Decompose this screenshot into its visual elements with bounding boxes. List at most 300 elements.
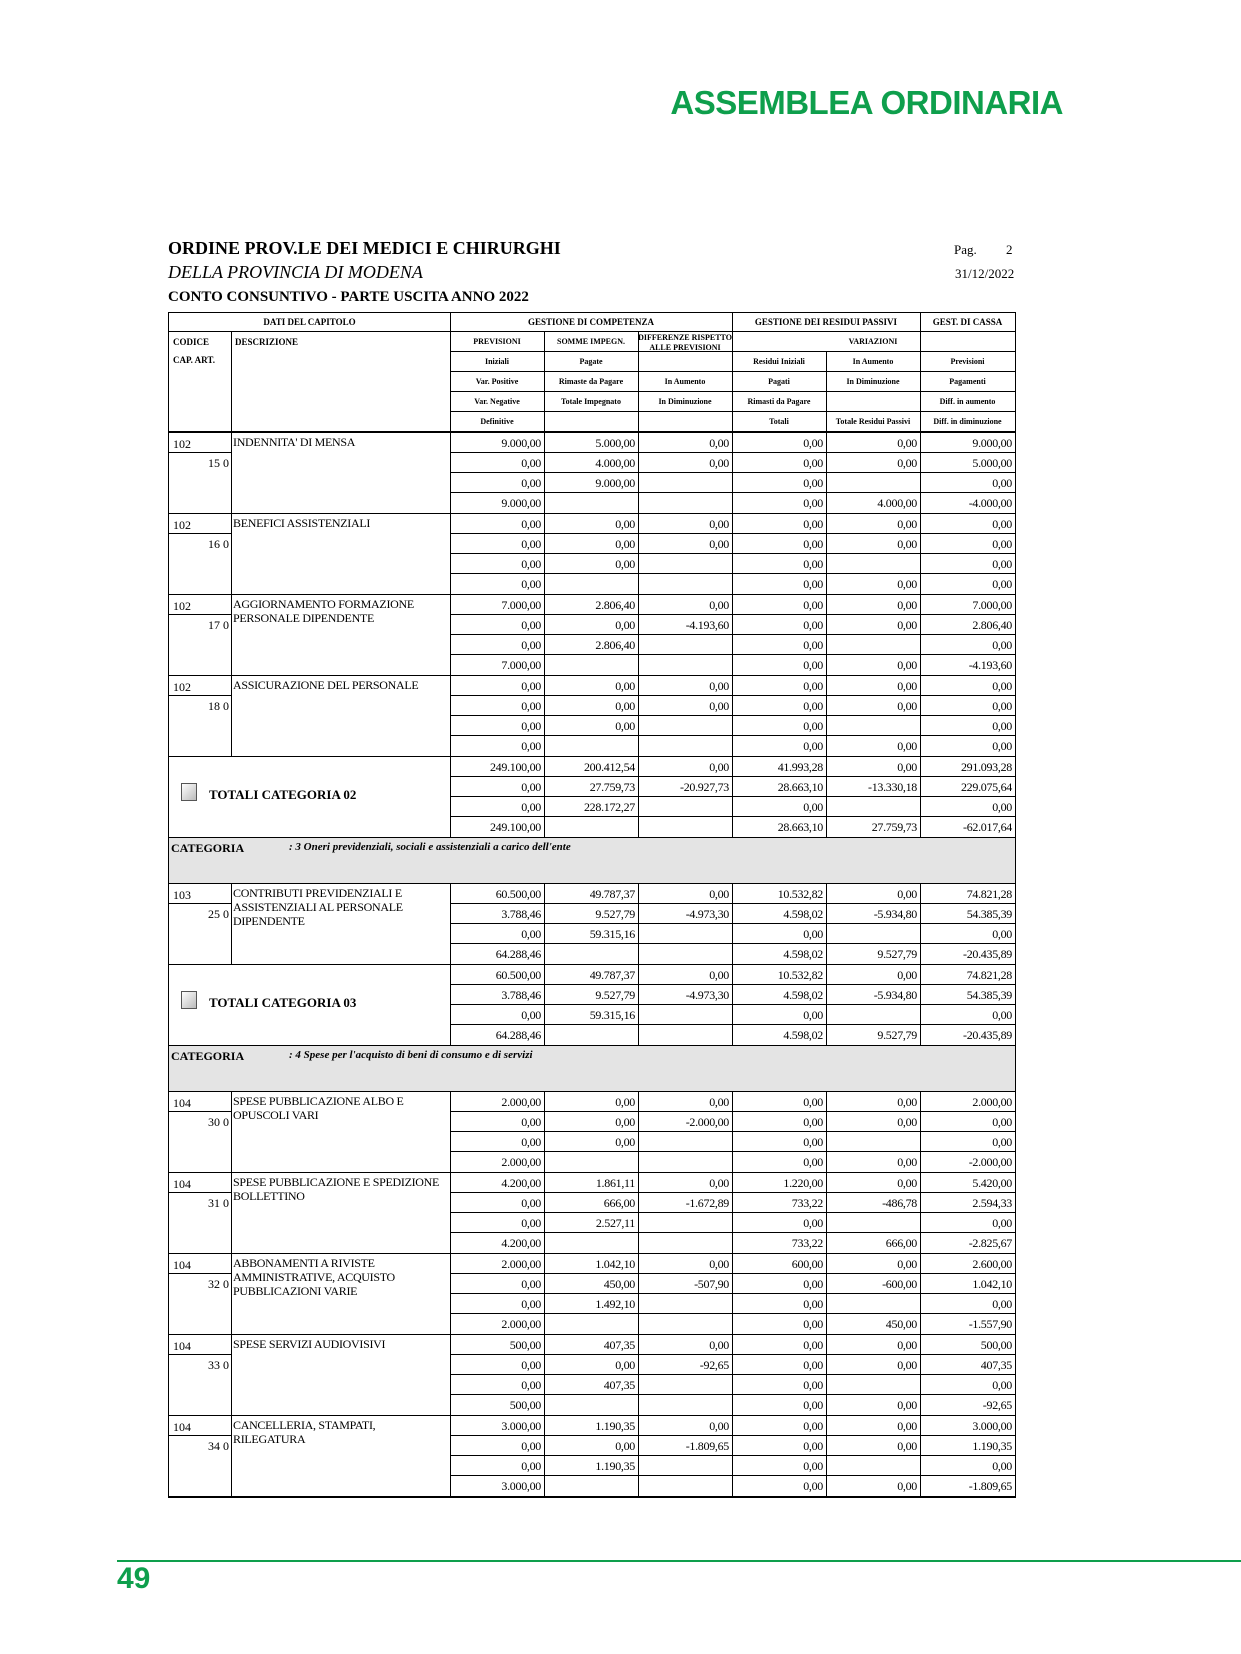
article-code: 34 0 (208, 1439, 229, 1453)
amount-cell: 9.000,00 (972, 436, 1012, 450)
amount-cell: 0,00 (709, 679, 729, 693)
amount-cell: 4.000,00 (595, 456, 635, 470)
ledger-table (168, 312, 1016, 1498)
amount-cell: 0,00 (897, 739, 917, 753)
header-subcell: Residui Iniziali (753, 357, 805, 366)
amount-cell: 0,00 (992, 739, 1012, 753)
amount-cell: -1.809,65 (685, 1439, 729, 1453)
document-title: CONTO CONSUNTIVO - PARTE USCITA ANNO 2022 (168, 289, 529, 305)
amount-cell: -4.193,60 (685, 618, 729, 632)
amount-cell: 0,00 (521, 577, 541, 591)
amount-cell: -4.973,30 (685, 907, 729, 921)
amount-cell: 0,00 (521, 638, 541, 652)
amount-cell: 2.000,00 (501, 1257, 541, 1271)
page-label: Pag. (954, 242, 977, 257)
amount-cell: 0,00 (521, 699, 541, 713)
amount-cell: 1.042,10 (595, 1257, 635, 1271)
amount-cell: 0,00 (709, 1095, 729, 1109)
amount-cell: 0,00 (897, 1358, 917, 1372)
amount-cell: 0,00 (897, 598, 917, 612)
amount-cell: 2.806,40 (972, 618, 1012, 632)
header-subcell: Definitive (480, 417, 514, 426)
amount-cell: 0,00 (803, 1155, 823, 1169)
header-subcell: Iniziali (484, 357, 509, 366)
amount-cell: 0,00 (992, 679, 1012, 693)
amount-cell: 0,00 (803, 719, 823, 733)
article-code: 31 0 (208, 1196, 229, 1210)
header-subcell: Totale Residui Passivi (835, 417, 911, 426)
amount-cell: 0,00 (615, 1439, 635, 1453)
amount-cell: 74.821,28 (966, 887, 1012, 901)
amount-cell: -600,00 (882, 1277, 917, 1291)
amount-cell: 0,00 (803, 699, 823, 713)
amount-cell: 0,00 (803, 1338, 823, 1352)
category-description: : 3 Oneri previdenziali, sociali e assistenziali a carico dell'ente (289, 841, 571, 853)
amount-cell: 10.532,82 (777, 968, 823, 982)
header-subcell: In Aumento (664, 377, 706, 386)
amount-cell: -4.193,60 (968, 658, 1012, 672)
header-subcell: In Diminuzione (846, 377, 900, 386)
amount-cell: 0,00 (803, 476, 823, 490)
amount-cell: 0,00 (897, 1419, 917, 1433)
amount-cell: 0,00 (992, 638, 1012, 652)
amount-cell: 0,00 (615, 557, 635, 571)
header-codice: CODICE (173, 337, 210, 347)
chapter-description: ABBONAMENTI A RIVISTE AMMINISTRATIVE, ACQUISTO PUBBLICAZIONI VARIE (233, 1256, 395, 1298)
amount-cell: 2.000,00 (501, 1317, 541, 1331)
amount-cell: 2.527,11 (595, 1216, 635, 1230)
amount-cell: 0,00 (803, 618, 823, 632)
amount-cell: 0,00 (897, 1398, 917, 1412)
amount-cell: 1.492,10 (595, 1297, 635, 1311)
amount-cell: 1.042,10 (972, 1277, 1012, 1291)
amount-cell: 5.000,00 (595, 436, 635, 450)
amount-cell: 0,00 (992, 557, 1012, 571)
amount-cell: 9.000,00 (501, 436, 541, 450)
amount-cell: 450,00 (603, 1277, 635, 1291)
amount-cell: 0,00 (615, 1095, 635, 1109)
amount-cell: 0,00 (615, 618, 635, 632)
amount-cell: 7.000,00 (972, 598, 1012, 612)
amount-cell: 500,00 (980, 1338, 1012, 1352)
amount-cell: 0,00 (521, 517, 541, 531)
amount-cell: 0,00 (897, 679, 917, 693)
amount-cell: 0,00 (709, 1419, 729, 1433)
amount-cell: 1.190,35 (595, 1419, 635, 1433)
amount-cell: 0,00 (615, 517, 635, 531)
header-subcell: Var. Negative (474, 397, 520, 406)
amount-cell: -5.934,80 (873, 907, 917, 921)
header-subcell: Previsioni (950, 357, 985, 366)
page-number: 49 (117, 1562, 151, 1595)
amount-cell: 0,00 (803, 1459, 823, 1473)
amount-cell: 0,00 (521, 1297, 541, 1311)
amount-cell: 0,00 (897, 1257, 917, 1271)
amount-cell: 0,00 (897, 658, 917, 672)
amount-cell: 0,00 (992, 1216, 1012, 1230)
amount-cell: 3.788,46 (501, 907, 541, 921)
amount-cell: -2.000,00 (685, 1115, 729, 1129)
amount-cell: 9.527,79 (877, 1028, 917, 1042)
amount-cell: -2.000,00 (968, 1155, 1012, 1169)
amount-cell: 0,00 (897, 537, 917, 551)
amount-cell: 0,00 (803, 1095, 823, 1109)
amount-cell: 4.598,02 (783, 988, 823, 1002)
amount-cell: 249.100,00 (489, 760, 541, 774)
article-code: 32 0 (208, 1277, 229, 1291)
header-subcell: Pagati (768, 377, 790, 386)
amount-cell: -2.825,67 (968, 1236, 1012, 1250)
amount-cell: 0,00 (521, 1439, 541, 1453)
amount-cell: 2.806,40 (595, 638, 635, 652)
amount-cell: 0,00 (803, 1358, 823, 1372)
amount-cell: 0,00 (897, 1439, 917, 1453)
amount-cell: 0,00 (803, 557, 823, 571)
amount-cell: 0,00 (521, 719, 541, 733)
amount-cell: 0,00 (521, 456, 541, 470)
amount-cell: 0,00 (709, 598, 729, 612)
amount-cell: 0,00 (803, 679, 823, 693)
chapter-description: SPESE PUBBLICAZIONE E SPEDIZIONE BOLLETTINO (233, 1175, 440, 1203)
amount-cell: 0,00 (803, 1216, 823, 1230)
amount-cell: 3.788,46 (501, 988, 541, 1002)
amount-cell: 0,00 (992, 719, 1012, 733)
chapter-code: 104 (173, 1339, 191, 1353)
amount-cell: 0,00 (992, 1135, 1012, 1149)
amount-cell: 0,00 (521, 1216, 541, 1230)
amount-cell: 0,00 (803, 800, 823, 814)
header-subcell: Pagate (579, 357, 603, 366)
amount-cell: 0,00 (897, 1155, 917, 1169)
amount-cell: 0,00 (803, 1439, 823, 1453)
amount-cell: 0,00 (521, 1008, 541, 1022)
amount-cell: 5.420,00 (972, 1176, 1012, 1190)
header-subcell: Diff. in diminuzione (933, 417, 1002, 426)
amount-cell: 9.000,00 (595, 476, 635, 490)
amount-cell: 0,00 (992, 927, 1012, 941)
chapter-block (169, 1092, 1015, 1173)
amount-cell: 0,00 (803, 436, 823, 450)
header-cap-art: CAP. ART. (173, 355, 215, 365)
chapter-code: 102 (173, 599, 191, 613)
amount-cell: 0,00 (521, 1378, 541, 1392)
amount-cell: 3.000,00 (501, 1479, 541, 1493)
amount-cell: -1.557,90 (968, 1317, 1012, 1331)
checkbox-icon (181, 991, 197, 1009)
amount-cell: 407,35 (603, 1338, 635, 1352)
checkbox-icon (181, 783, 197, 801)
article-code: 33 0 (208, 1358, 229, 1372)
amount-cell: 0,00 (897, 1479, 917, 1493)
amount-cell: 733,22 (791, 1196, 823, 1210)
amount-cell: 4.598,02 (783, 1028, 823, 1042)
section-title: ASSEMBLEA ORDINARIA (670, 84, 1063, 121)
amount-cell: 0,00 (897, 1095, 917, 1109)
amount-cell: -486,78 (882, 1196, 917, 1210)
amount-cell: 0,00 (521, 1358, 541, 1372)
amount-cell: 0,00 (803, 1317, 823, 1331)
amount-cell: 450,00 (885, 1317, 917, 1331)
chapter-description: ASSICURAZIONE DEL PERSONALE (233, 678, 419, 692)
amount-cell: 0,00 (897, 887, 917, 901)
amount-cell: 0,00 (897, 760, 917, 774)
header-variazioni: VARIAZIONI (848, 337, 898, 346)
amount-cell: 0,00 (803, 638, 823, 652)
footer-rule (117, 1560, 1241, 1562)
amount-cell: 0,00 (992, 1459, 1012, 1473)
amount-cell: 60.500,00 (495, 887, 541, 901)
amount-cell: 0,00 (992, 1115, 1012, 1129)
amount-cell: 0,00 (803, 456, 823, 470)
header-gest-cassa: GEST. DI CASSA (932, 317, 1003, 327)
amount-cell: 0,00 (803, 927, 823, 941)
amount-cell: 0,00 (992, 537, 1012, 551)
chapter-block (169, 1416, 1015, 1497)
amount-cell: 0,00 (897, 456, 917, 470)
amount-cell: -507,90 (694, 1277, 729, 1291)
amount-cell: 0,00 (897, 517, 917, 531)
amount-cell: 0,00 (992, 1378, 1012, 1392)
article-code: 15 0 (208, 456, 229, 470)
amount-cell: 60.500,00 (495, 968, 541, 982)
amount-cell: 600,00 (791, 1257, 823, 1271)
header-subcell: In Diminuzione (658, 397, 712, 406)
amount-cell: 0,00 (803, 517, 823, 531)
chapter-code: 104 (173, 1096, 191, 1110)
chapter-block (169, 1173, 1015, 1254)
amount-cell: 9.000,00 (501, 496, 541, 510)
chapter-description: BENEFICI ASSISTENZIALI (233, 516, 371, 530)
amount-cell: 2.806,40 (595, 598, 635, 612)
amount-cell: 0,00 (992, 517, 1012, 531)
amount-cell: 0,00 (521, 618, 541, 632)
header-subcell: In Aumento (852, 357, 894, 366)
amount-cell: 0,00 (897, 1176, 917, 1190)
amount-cell: -92,65 (982, 1398, 1012, 1412)
amount-cell: 0,00 (615, 679, 635, 693)
amount-cell: -13.330,18 (868, 780, 917, 794)
chapter-code: 104 (173, 1177, 191, 1191)
org-province: DELLA PROVINCIA DI MODENA (168, 262, 423, 282)
amount-cell: 2.000,00 (501, 1155, 541, 1169)
amount-cell: 27.759,73 (589, 780, 635, 794)
chapter-code: 104 (173, 1420, 191, 1434)
amount-cell: 54.385,39 (966, 988, 1012, 1002)
amount-cell: -20.435,89 (963, 1028, 1012, 1042)
amount-cell: 0,00 (709, 537, 729, 551)
amount-cell: 0,00 (521, 1459, 541, 1473)
header-gestione-competenza: GESTIONE DI COMPETENZA (527, 317, 655, 327)
page-label-number: 2 (1006, 242, 1013, 257)
amount-cell: 0,00 (709, 456, 729, 470)
amount-cell: 0,00 (521, 780, 541, 794)
amount-cell: 9.527,79 (877, 947, 917, 961)
chapter-block (169, 884, 1015, 965)
totals-block (169, 757, 1015, 838)
amount-cell: 2.600,00 (972, 1257, 1012, 1271)
header-subcell: Diff. in aumento (939, 397, 996, 406)
article-code: 17 0 (208, 618, 229, 632)
amount-cell: 0,00 (803, 1398, 823, 1412)
amount-cell: 0,00 (615, 719, 635, 733)
amount-cell: 0,00 (615, 1135, 635, 1149)
amount-cell: 0,00 (803, 1419, 823, 1433)
amount-cell: 0,00 (521, 927, 541, 941)
chapter-block (169, 1254, 1015, 1335)
amount-cell: 5.000,00 (972, 456, 1012, 470)
totals-block (169, 965, 1015, 1046)
amount-cell: 0,00 (709, 1338, 729, 1352)
amount-cell: 0,00 (709, 1257, 729, 1271)
amount-cell: 0,00 (897, 1338, 917, 1352)
amount-cell: 229.075,64 (960, 780, 1012, 794)
amount-cell: -1.809,65 (968, 1479, 1012, 1493)
article-code: 30 0 (208, 1115, 229, 1129)
amount-cell: 64.288,46 (495, 947, 541, 961)
amount-cell: -5.934,80 (873, 988, 917, 1002)
amount-cell: 0,00 (709, 887, 729, 901)
amount-cell: 4.598,02 (783, 947, 823, 961)
chapter-description: CANCELLERIA, STAMPATI, RILEGATURA (233, 1418, 376, 1446)
chapter-block (169, 433, 1015, 514)
amount-cell: -20.927,73 (680, 780, 729, 794)
amount-cell: 0,00 (709, 699, 729, 713)
amount-cell: 0,00 (521, 537, 541, 551)
amount-cell: 0,00 (992, 476, 1012, 490)
chapter-block (169, 595, 1015, 676)
amount-cell: 0,00 (521, 1115, 541, 1129)
amount-cell: 0,00 (803, 496, 823, 510)
chapter-block (169, 1335, 1015, 1416)
amount-cell: 0,00 (615, 537, 635, 551)
amount-cell: 1.220,00 (783, 1176, 823, 1190)
amount-cell: 0,00 (897, 699, 917, 713)
amount-cell: 41.993,28 (777, 760, 823, 774)
header-previsioni: PREVISIONI (473, 337, 521, 346)
amount-cell: 3.000,00 (501, 1419, 541, 1433)
amount-cell: 0,00 (615, 699, 635, 713)
amount-cell: 733,22 (791, 1236, 823, 1250)
amount-cell: 0,00 (615, 1358, 635, 1372)
amount-cell: 7.000,00 (501, 658, 541, 672)
header-somme-impegn: SOMME IMPEGN. (557, 337, 625, 346)
amount-cell: 54.385,39 (966, 907, 1012, 921)
amount-cell: 0,00 (897, 577, 917, 591)
amount-cell: 0,00 (709, 968, 729, 982)
category-label: CATEGORIA (171, 841, 245, 855)
amount-cell: 0,00 (709, 517, 729, 531)
amount-cell: 407,35 (603, 1378, 635, 1392)
chapter-code: 103 (173, 888, 191, 902)
amount-cell: 0,00 (803, 658, 823, 672)
amount-cell: 0,00 (521, 1277, 541, 1291)
header-descrizione: DESCRIZIONE (235, 337, 299, 347)
article-code: 18 0 (208, 699, 229, 713)
totals-label: TOTALI CATEGORIA 02 (209, 787, 357, 802)
amount-cell: 0,00 (803, 1479, 823, 1493)
chapter-code: 102 (173, 437, 191, 451)
amount-cell: 2.594,33 (972, 1196, 1012, 1210)
amount-cell: -4.973,30 (685, 988, 729, 1002)
amount-cell: -4.000,00 (968, 496, 1012, 510)
totals-label: TOTALI CATEGORIA 03 (209, 995, 357, 1010)
amount-cell: 0,00 (521, 739, 541, 753)
category-label: CATEGORIA (171, 1049, 245, 1063)
amount-cell: 666,00 (885, 1236, 917, 1250)
amount-cell: 500,00 (509, 1398, 541, 1412)
amount-cell: 291.093,28 (960, 760, 1012, 774)
amount-cell: 0,00 (992, 699, 1012, 713)
header-subcell: Totale Impegnato (561, 397, 621, 406)
amount-cell: 0,00 (521, 679, 541, 693)
amount-cell: 0,00 (521, 1196, 541, 1210)
amount-cell: 0,00 (521, 1135, 541, 1149)
amount-cell: 0,00 (709, 1176, 729, 1190)
amount-cell: 28.663,10 (777, 780, 823, 794)
amount-cell: 4.000,00 (877, 496, 917, 510)
amount-cell: -20.435,89 (963, 947, 1012, 961)
amount-cell: 0,00 (803, 1378, 823, 1392)
amount-cell: 1.190,35 (595, 1459, 635, 1473)
amount-cell: 2.000,00 (972, 1095, 1012, 1109)
header-subcell: Rimaste da Pagare (558, 377, 624, 386)
amount-cell: 0,00 (803, 1297, 823, 1311)
amount-cell: 0,00 (897, 1115, 917, 1129)
amount-cell: 0,00 (521, 557, 541, 571)
amount-cell: 4.200,00 (501, 1236, 541, 1250)
category-row (169, 838, 1015, 884)
chapter-description: CONTRIBUTI PREVIDENZIALI E ASSISTENZIALI AL PERSONALE DIPENDENTE (233, 886, 403, 928)
amount-cell: 0,00 (803, 739, 823, 753)
amount-cell: 59.315,16 (589, 927, 635, 941)
header-subcell: Rimasti da Pagare (747, 397, 811, 406)
amount-cell: 0,00 (992, 1008, 1012, 1022)
chapter-code: 102 (173, 680, 191, 694)
chapter-description: INDENNITA' DI MENSA (233, 435, 356, 449)
amount-cell: 2.000,00 (501, 1095, 541, 1109)
amount-cell: 0,00 (897, 968, 917, 982)
amount-cell: 0,00 (897, 436, 917, 450)
amount-cell: 4.598,02 (783, 907, 823, 921)
amount-cell: 49.787,37 (589, 968, 635, 982)
amount-cell: 0,00 (897, 618, 917, 632)
amount-cell: 249.100,00 (489, 820, 541, 834)
amount-cell: 0,00 (992, 800, 1012, 814)
amount-cell: 10.532,82 (777, 887, 823, 901)
amount-cell: 0,00 (992, 577, 1012, 591)
amount-cell: 9.527,79 (595, 907, 635, 921)
amount-cell: 49.787,37 (589, 887, 635, 901)
amount-cell: 0,00 (803, 1277, 823, 1291)
amount-cell: -1.672,89 (685, 1196, 729, 1210)
chapter-code: 104 (173, 1258, 191, 1272)
category-row (169, 1046, 1015, 1092)
amount-cell: 0,00 (803, 1115, 823, 1129)
header-subcell: Pagamenti (949, 377, 986, 386)
amount-cell: 0,00 (521, 476, 541, 490)
amount-cell: 9.527,79 (595, 988, 635, 1002)
header-dati-capitolo: DATI DEL CAPITOLO (263, 317, 356, 327)
amount-cell: 28.663,10 (777, 820, 823, 834)
report-date: 31/12/2022 (955, 266, 1015, 281)
amount-cell: 1.190,35 (972, 1439, 1012, 1453)
chapter-block (169, 676, 1015, 757)
amount-cell: 64.288,46 (495, 1028, 541, 1042)
amount-cell: 407,35 (980, 1358, 1012, 1372)
org-name: ORDINE PROV.LE DEI MEDICI E CHIRURGHI (168, 238, 561, 258)
chapter-description: SPESE SERVIZI AUDIOVISIVI (233, 1337, 386, 1351)
chapter-description: SPESE PUBBLICAZIONE ALBO E OPUSCOLI VARI (233, 1094, 404, 1122)
